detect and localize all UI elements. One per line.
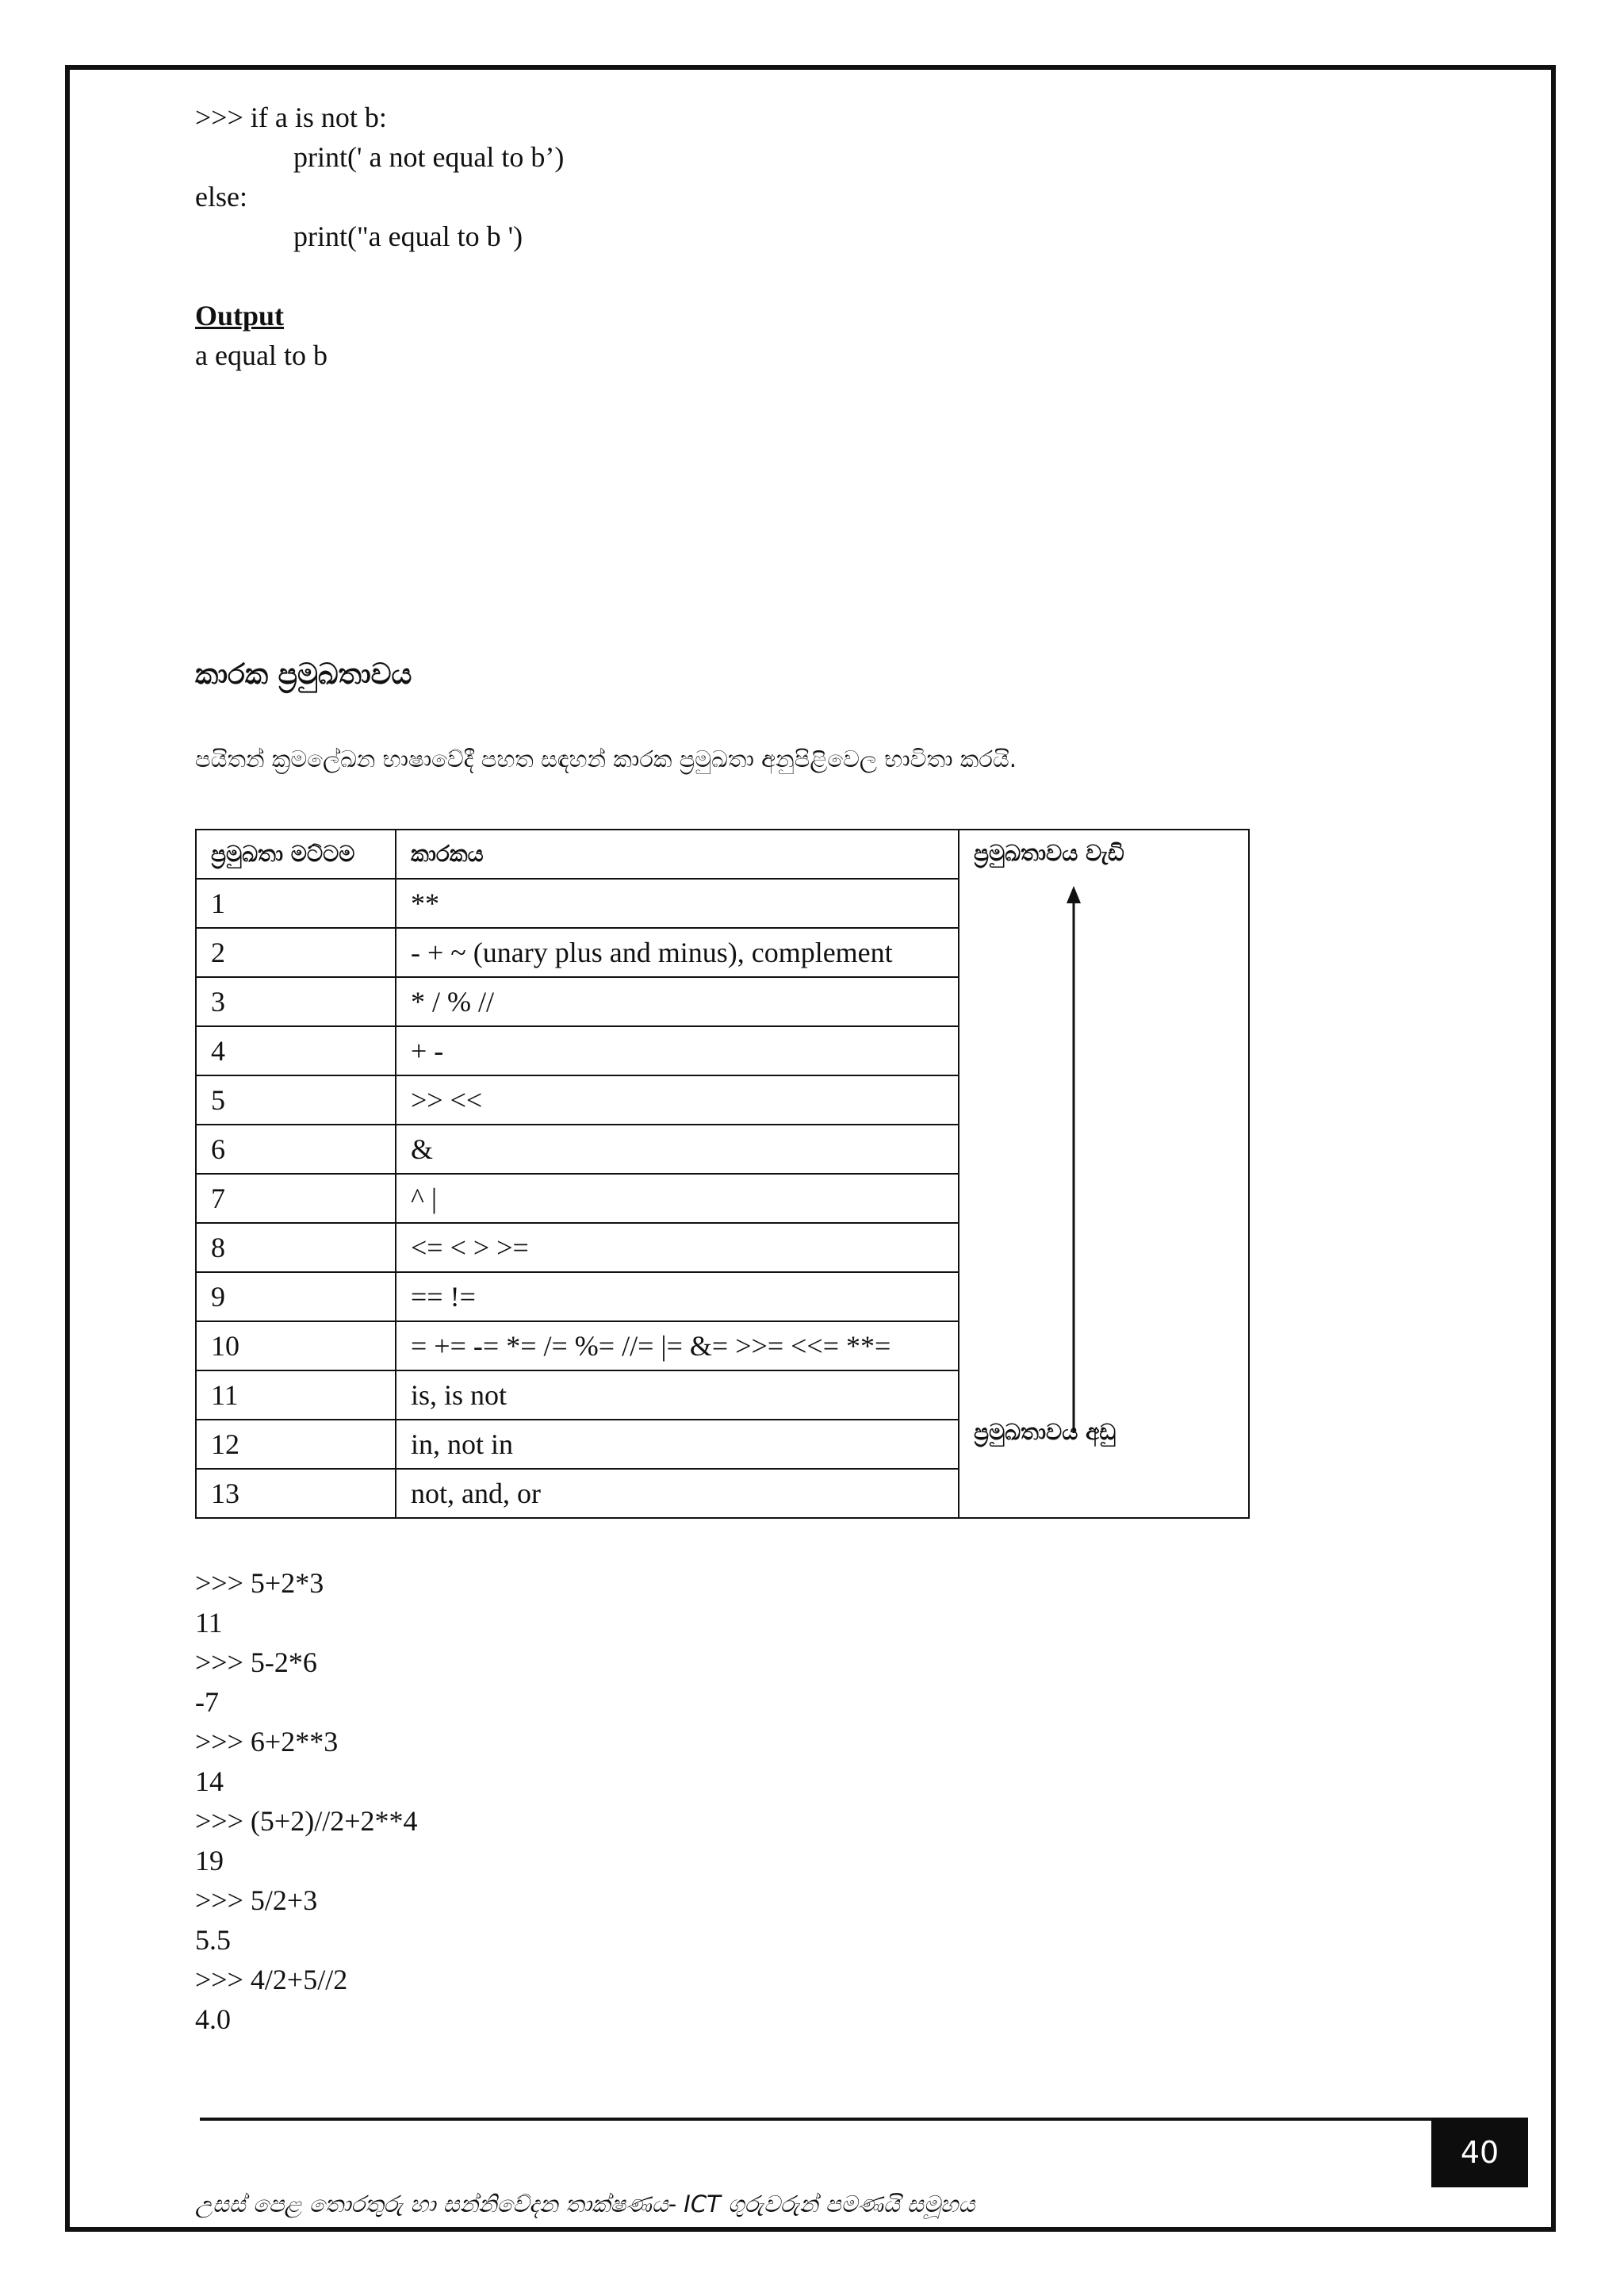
example-line: >>> 5/2+3 xyxy=(195,1884,318,1916)
operator-cell: = += -= *= /= %= //= |= &= >>= <<= **= xyxy=(396,1321,959,1370)
example-line: >>> 4/2+5//2 xyxy=(195,1964,348,1995)
example-line: >>> 5+2*3 xyxy=(195,1567,324,1599)
operator-cell: * / % // xyxy=(396,977,959,1026)
operator-cell: == != xyxy=(396,1272,959,1321)
level-cell: 2 xyxy=(196,928,396,977)
operator-cell: - + ~ (unary plus and minus), complement xyxy=(396,928,959,977)
level-cell: 11 xyxy=(196,1370,396,1420)
level-cell: 1 xyxy=(196,879,396,928)
level-cell: 13 xyxy=(196,1469,396,1518)
operator-cell: in, not in xyxy=(396,1420,959,1469)
operator-cell: ** xyxy=(396,879,959,928)
example-line: >>> 5-2*6 xyxy=(195,1646,317,1678)
operator-cell: is, is not xyxy=(396,1370,959,1420)
operator-cell: & xyxy=(396,1125,959,1174)
precedence-table xyxy=(195,829,1250,1519)
code-line: else: xyxy=(195,181,247,213)
level-cell: 5 xyxy=(196,1075,396,1125)
level-cell: 4 xyxy=(196,1026,396,1075)
example-line: 4.0 xyxy=(195,2003,231,2035)
level-cell: 10 xyxy=(196,1321,396,1370)
precedence-direction-cell xyxy=(959,830,1249,1518)
table-header-row xyxy=(196,830,1249,879)
example-line: -7 xyxy=(195,1686,219,1718)
operator-cell: not, and, or xyxy=(396,1469,959,1518)
example-line: 11 xyxy=(195,1607,223,1639)
code-line: >>> if a is not b: xyxy=(195,102,387,133)
example-line: 19 xyxy=(195,1845,224,1876)
level-cell: 9 xyxy=(196,1272,396,1321)
example-line: >>> (5+2)//2+2**4 xyxy=(195,1805,418,1837)
example-line: 14 xyxy=(195,1765,224,1797)
page-number: 40 xyxy=(1431,2118,1528,2187)
section-heading: කාරක ප්‍රමුඛතාවය xyxy=(195,658,412,691)
high-precedence-label: ප්‍රමුඛතාවය වැඩි xyxy=(974,840,1124,866)
level-cell: 8 xyxy=(196,1223,396,1272)
low-precedence-label: ප්‍රමුඛතාවය අඩු xyxy=(974,1419,1116,1445)
level-cell: 6 xyxy=(196,1125,396,1174)
operator-cell: ^ | xyxy=(396,1174,959,1223)
footer-text: උසස් පෙළ තොරතුරු හා සන්නිවේදන තාක්ෂණය- ICT ගුරුවරුන් පමණයි සමූහය xyxy=(195,2191,975,2217)
section-intro: පයිතන් ක්‍රමලේඛන භාෂාවේදී පහත සඳහන් කාරක ප්‍රමුඛතා අනුපිළිවෙල භාවිතා කරයි. xyxy=(195,746,1017,772)
arrow-up-icon xyxy=(1066,886,1082,1433)
example-line: >>> 6+2**3 xyxy=(195,1726,339,1757)
operator-cell: + - xyxy=(396,1026,959,1075)
level-cell: 12 xyxy=(196,1420,396,1469)
level-cell: 7 xyxy=(196,1174,396,1223)
output-value: a equal to b xyxy=(195,339,327,371)
example-line: 5.5 xyxy=(195,1924,231,1956)
header-level: ප්‍රමුඛතා මට්ටම xyxy=(196,830,396,879)
operator-cell: >> << xyxy=(396,1075,959,1125)
code-line: print(' a not equal to b’) xyxy=(293,141,565,173)
footer-divider xyxy=(200,2118,1431,2121)
operator-cell: <= < > >= xyxy=(396,1223,959,1272)
header-operator: කාරකය xyxy=(396,830,959,879)
level-cell: 3 xyxy=(196,977,396,1026)
output-label: Output xyxy=(195,300,285,332)
code-line: print("a equal to b ') xyxy=(293,220,523,252)
